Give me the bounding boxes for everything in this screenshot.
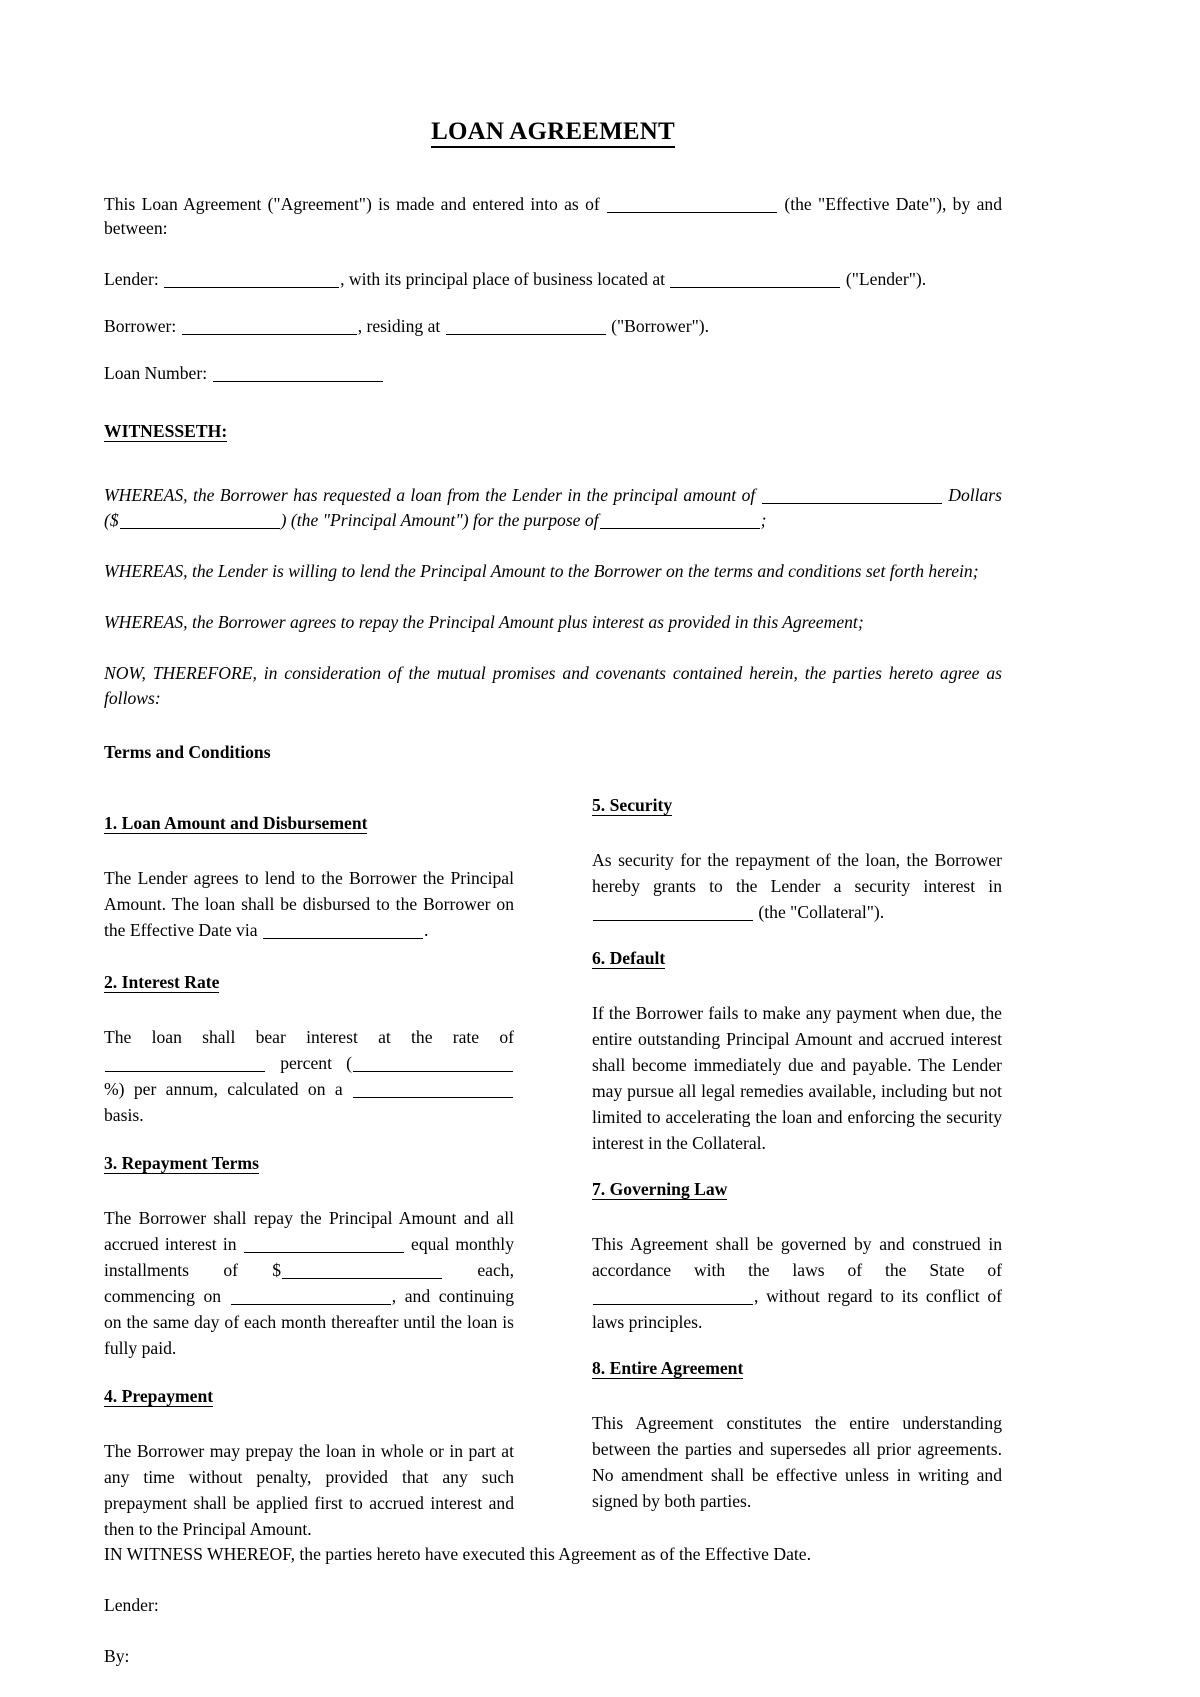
signature-lender-label: Lender: — [104, 1594, 159, 1615]
sections-two-column-block — [104, 794, 1002, 1539]
sections-left-column — [104, 794, 514, 1542]
section-7-heading — [592, 1178, 1002, 1201]
loan-number-label: Loan Number: — [104, 363, 208, 384]
section-1-body-part2: . — [423, 919, 429, 940]
section-4-heading-text: 4. Prepayment — [104, 1385, 214, 1406]
governing-state-blank[interactable] — [593, 1289, 753, 1304]
section-8-heading-text: 8. Entire Agreement — [592, 1357, 744, 1378]
section-5-body — [592, 847, 1002, 925]
section-5-body-part2: (the "Collateral"). — [758, 901, 885, 922]
recital-1-part2: Dollars ($ — [104, 485, 1003, 531]
document-body — [104, 0, 1002, 1669]
intro-after-date: (the "Effective Date"), by and between: — [104, 193, 1002, 239]
loan-number-line — [104, 361, 1002, 386]
section-4-heading — [104, 1385, 514, 1408]
recital-agrees-to-repay — [104, 610, 1002, 635]
section-6-heading-text: 6. Default — [592, 947, 666, 968]
section-1-body-part1: The Lender agrees to lend to the Borrower the Principal Amount. The loan shall be disbursed to the Borrower on the Effective Date via — [104, 867, 514, 940]
section-1-body — [104, 865, 514, 943]
section-2-heading — [104, 971, 514, 994]
borrower-mid-text: , residing at — [357, 316, 441, 337]
installment-count-blank[interactable] — [244, 1237, 404, 1252]
installment-amount-blank[interactable] — [282, 1263, 442, 1278]
section-3-heading-text: 3. Repayment Terms — [104, 1152, 259, 1173]
section-5-heading — [592, 794, 1002, 817]
signature-by-label: By: — [104, 1645, 130, 1666]
disbursement-method-blank[interactable] — [263, 923, 423, 938]
borrower-line — [104, 314, 1002, 339]
witnesseth-heading — [104, 420, 1002, 443]
section-6-heading — [592, 947, 1002, 970]
section-3-body-part4: , and continuing on the same day of each month thereafter until the loan is fully paid. — [104, 1285, 515, 1358]
section-7-body-part1: This Agreement shall be governed by and construed in accordance with the laws of the State of — [592, 1233, 1002, 1280]
section-7-heading-text: 7. Governing Law — [592, 1178, 728, 1199]
section-3-body-part2: equal monthly installments of $ — [104, 1233, 514, 1280]
recital-principal-amount — [104, 483, 1002, 533]
section-2-body — [104, 1024, 514, 1128]
lender-mid-text: , with its principal place of business located at — [340, 269, 666, 290]
recital-1-part4: ; — [760, 510, 767, 531]
recital-willing-to-lend — [104, 559, 1002, 584]
borrower-name-blank[interactable] — [182, 320, 357, 335]
page-title-text: LOAN AGREEMENT — [431, 118, 675, 148]
principal-amount-words-blank[interactable] — [762, 489, 942, 504]
lender-tail-text: ("Lender"). — [845, 269, 927, 290]
recital-1-part1: WHEREAS, the Borrower has requested a loan from the Lender in the principal amount of — [104, 485, 756, 506]
section-1-heading — [104, 812, 514, 835]
interest-calculation-basis-blank[interactable] — [353, 1082, 513, 1097]
interest-rate-figures-blank[interactable] — [353, 1056, 513, 1071]
interest-rate-words-blank[interactable] — [105, 1056, 265, 1071]
section-5-body-part1: As security for the repayment of the loan, the Borrower hereby grants to the Lender a security interest in — [592, 849, 1002, 896]
section-2-body-part3: %) per annum, calculated on a — [104, 1078, 343, 1099]
recital-2-text: WHEREAS, the Lender is willing to lend the Principal Amount to the Borrower on the terms and conditions set forth herein; — [104, 561, 979, 582]
first-payment-date-blank[interactable] — [231, 1289, 391, 1304]
section-3-body-part1: The Borrower shall repay the Principal Amount and all accrued interest in — [104, 1207, 514, 1254]
section-2-heading-text: 2. Interest Rate — [104, 971, 220, 992]
recital-now-therefore — [104, 661, 1002, 711]
loan-purpose-blank[interactable] — [600, 514, 760, 529]
section-4-body: The Borrower may prepay the loan in whole or in part at any time without penalty, provided that any such prepayment shall be applied first to accrued interest and then to the Principal Amount. — [104, 1440, 514, 1539]
section-7-body — [592, 1231, 1002, 1335]
section-2-body-part2: percent ( — [280, 1052, 352, 1073]
lender-name-blank[interactable] — [164, 273, 339, 288]
recital-4-text: NOW, THEREFORE, in consideration of the mutual promises and covenants contained herein, the parties hereto agree as follows: — [104, 663, 1002, 709]
effective-date-blank[interactable] — [607, 197, 777, 212]
lender-address-blank[interactable] — [670, 273, 840, 288]
page-title — [104, 118, 1002, 146]
borrower-tail-text: ("Borrower"). — [611, 316, 710, 337]
section-5-heading-text: 5. Security — [592, 794, 673, 815]
in-witness-whereof-paragraph: IN WITNESS WHEREOF, the parties hereto have executed this Agreement as of the Effective Date. — [104, 1543, 812, 1564]
witnesseth-heading-text: WITNESSETH: — [104, 421, 228, 442]
section-1-heading-text: 1. Loan Amount and Disbursement — [104, 812, 368, 833]
lender-label: Lender: — [104, 269, 159, 290]
section-2-body-part1: The loan shall bear interest at the rate of — [104, 1026, 514, 1047]
lender-line — [104, 267, 1002, 292]
intro-paragraph — [104, 192, 1002, 242]
section-7-body-part2: , without regard to its conflict of laws principles. — [592, 1285, 1002, 1332]
section-8-heading — [592, 1357, 1002, 1380]
section-3-body — [104, 1205, 514, 1361]
recital-3-text: WHEREAS, the Borrower agrees to repay the Principal Amount plus interest as provided in this Agreement; — [104, 612, 864, 633]
section-2-body-part4: basis. — [104, 1104, 144, 1125]
principal-amount-figures-blank[interactable] — [120, 514, 280, 529]
sections-right-column — [592, 794, 1002, 1514]
intro-before-date: This Loan Agreement ("Agreement") is made and entered into as of — [104, 193, 600, 214]
section-8-body: This Agreement constitutes the entire understanding between the parties and supersedes all prior agreements. No amendment shall be effective unless in writing and signed by both parties. — [592, 1412, 1002, 1511]
borrower-address-blank[interactable] — [446, 320, 606, 335]
loan-number-blank[interactable] — [213, 367, 383, 382]
terms-and-conditions-heading: Terms and Conditions — [104, 742, 271, 763]
section-3-heading — [104, 1152, 514, 1175]
borrower-label: Borrower: — [104, 316, 177, 337]
recital-1-part3: ) (the "Principal Amount") for the purpose of — [280, 510, 599, 531]
section-3-body-part3: each, commencing on — [104, 1259, 514, 1306]
section-6-body: If the Borrower fails to make any payment when due, the entire outstanding Principal Amount and accrued interest shall become immediately due and payable. The Lender may pursue all legal remedies available, including but not limited to accelerating the loan and enforcing the security interest in the Collateral. — [592, 1002, 1002, 1153]
collateral-description-blank[interactable] — [593, 905, 753, 920]
